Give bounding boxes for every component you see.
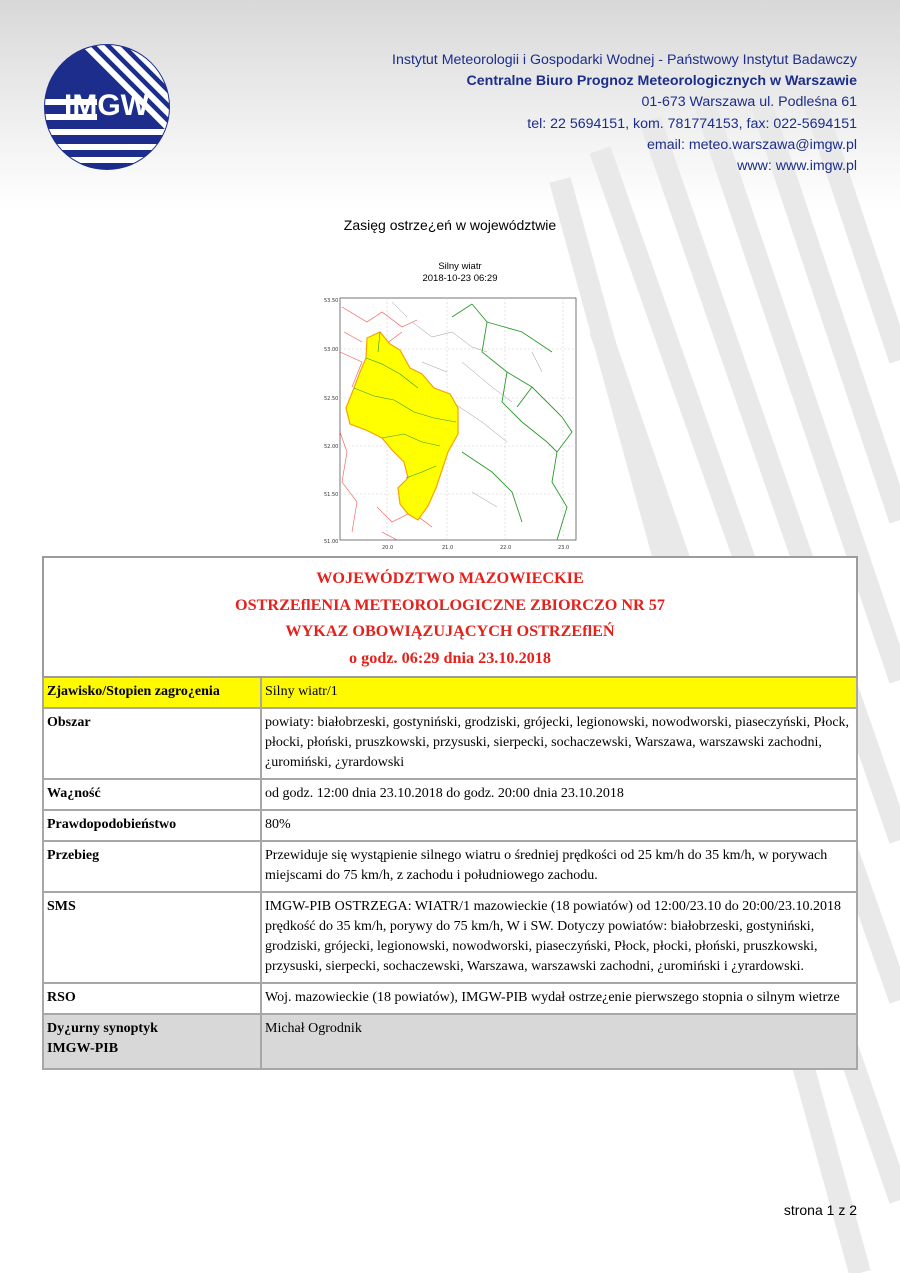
institute-info <box>392 50 857 177</box>
y-tick-label: 51.00 <box>324 539 339 545</box>
row-label: RSO <box>43 983 261 1014</box>
row-label: Wa¿ność <box>43 779 261 810</box>
x-tick-label: 20.0 <box>382 545 394 550</box>
y-tick-label: 52.00 <box>324 444 339 450</box>
row-value: Silny wiatr/1 <box>261 677 857 708</box>
y-tick-label: 53.50 <box>324 298 339 304</box>
table-row <box>43 810 857 841</box>
institute-name: Instytut Meteorologii i Gospodarki Wodnej - Państwowy Instytut Badawczy <box>392 52 857 68</box>
forecaster-org: IMGW-PIB <box>47 1041 119 1057</box>
forecaster-label: Dy¿urny synoptyk <box>47 1021 158 1037</box>
x-tick-label: 23.0 <box>558 545 570 550</box>
email: email: meteo.warszawa@imgw.pl <box>647 136 857 153</box>
page-number: strona 1 z 2 <box>783 1202 857 1218</box>
svg-text:IMGW: IMGW <box>64 89 149 122</box>
x-tick-label: 22.0 <box>500 545 512 550</box>
y-tick-label: 52.50 <box>324 396 339 402</box>
table-row <box>43 677 857 708</box>
table-header <box>43 557 857 677</box>
phone: tel: 22 5694151, kom. 781774153, fax: 022-5694151 <box>527 115 857 132</box>
table-row <box>43 892 857 983</box>
imgw-logo <box>42 42 172 172</box>
y-tick-label: 51.50 <box>324 492 339 498</box>
warning-list-title: WYKAZ OBOWIĄZUJĄCYCH OSTRZEflEŃ <box>285 622 615 641</box>
table-row <box>43 1014 857 1069</box>
x-tick-label: 21.0 <box>442 545 454 550</box>
table-row <box>43 779 857 810</box>
row-value: 80% <box>261 810 857 841</box>
map-datetime: 2018-10-23 06:29 <box>422 273 498 284</box>
row-label <box>43 1014 261 1069</box>
row-label: Obszar <box>43 708 261 779</box>
warning-summary-title: OSTRZEflENIA METEOROLOGICZNE ZBIORCZO NR 57 <box>235 595 665 614</box>
map-caption: Zasięg ostrze¿eń w województwie <box>343 217 557 233</box>
address: 01-673 Warszawa ul. Podleśna 61 <box>641 94 857 111</box>
row-value: powiaty: białobrzeski, gostyniński, grodziski, grójecki, legionowski, nowodworski, piaseczyński, Płock, płocki, płoński, pruszkowski, przysuski, sierpecki, sochaczewski, Warszawa, warszawski zachodni, ¿uromiński, ¿yrardowski <box>261 708 857 779</box>
row-value: IMGW-PIB OSTRZEGA: WIATR/1 mazowieckie (18 powiatów) od 12:00/23.10 do 20:00/23.10.2018 prędkość do 35 km/h, porywy do 75 km/h, W i SW. Dotyczy powiatów: białobrzeski, gostyniński, grodziski, grójecki, legionowski, nowodworski, piaseczyński, Płock, płocki, płoński, pruszkowski, przysuski, sierpecki, sochaczewski, Warszawa, warszawski zachodni, ¿uromiński i ¿yrardowski. <box>261 892 857 983</box>
row-value: od godz. 12:00 dnia 23.10.2018 do godz. 20:00 dnia 23.10.2018 <box>261 779 857 810</box>
website: www: www.imgw.pl <box>737 158 857 175</box>
table-row <box>43 983 857 1014</box>
map-title: Silny wiatr <box>438 261 482 272</box>
row-value: Woj. mazowieckie (18 powiatów), IMGW-PIB wydał ostrze¿enie pierwszego stopnia o silnym wietrze <box>261 983 857 1014</box>
row-value: Przewiduje się wystąpienie silnego wiatru o średniej prędkości od 25 km/h do 35 km/h, w porywach miejscami do 75 km/h, z zachodu i południowego zachodu. <box>261 841 857 892</box>
table-row <box>43 841 857 892</box>
warning-table <box>42 556 858 1070</box>
issue-time: o godz. 06:29 dnia 23.10.2018 <box>349 648 551 667</box>
warning-map <box>322 292 580 550</box>
voivodeship-title: WOJEWÓDZTWO MAZOWIECKIE <box>316 569 584 587</box>
row-label: Zjawisko/Stopien zagro¿enia <box>43 677 261 708</box>
row-label: SMS <box>43 892 261 983</box>
table-row <box>43 708 857 779</box>
row-label: Prawdopodobieństwo <box>43 810 261 841</box>
row-label: Przebieg <box>43 841 261 892</box>
row-value: Michał Ogrodnik <box>261 1014 857 1069</box>
bureau-name: Centralne Biuro Prognoz Meteorologicznych w Warszawie <box>466 73 857 90</box>
y-tick-label: 53.00 <box>324 347 339 353</box>
